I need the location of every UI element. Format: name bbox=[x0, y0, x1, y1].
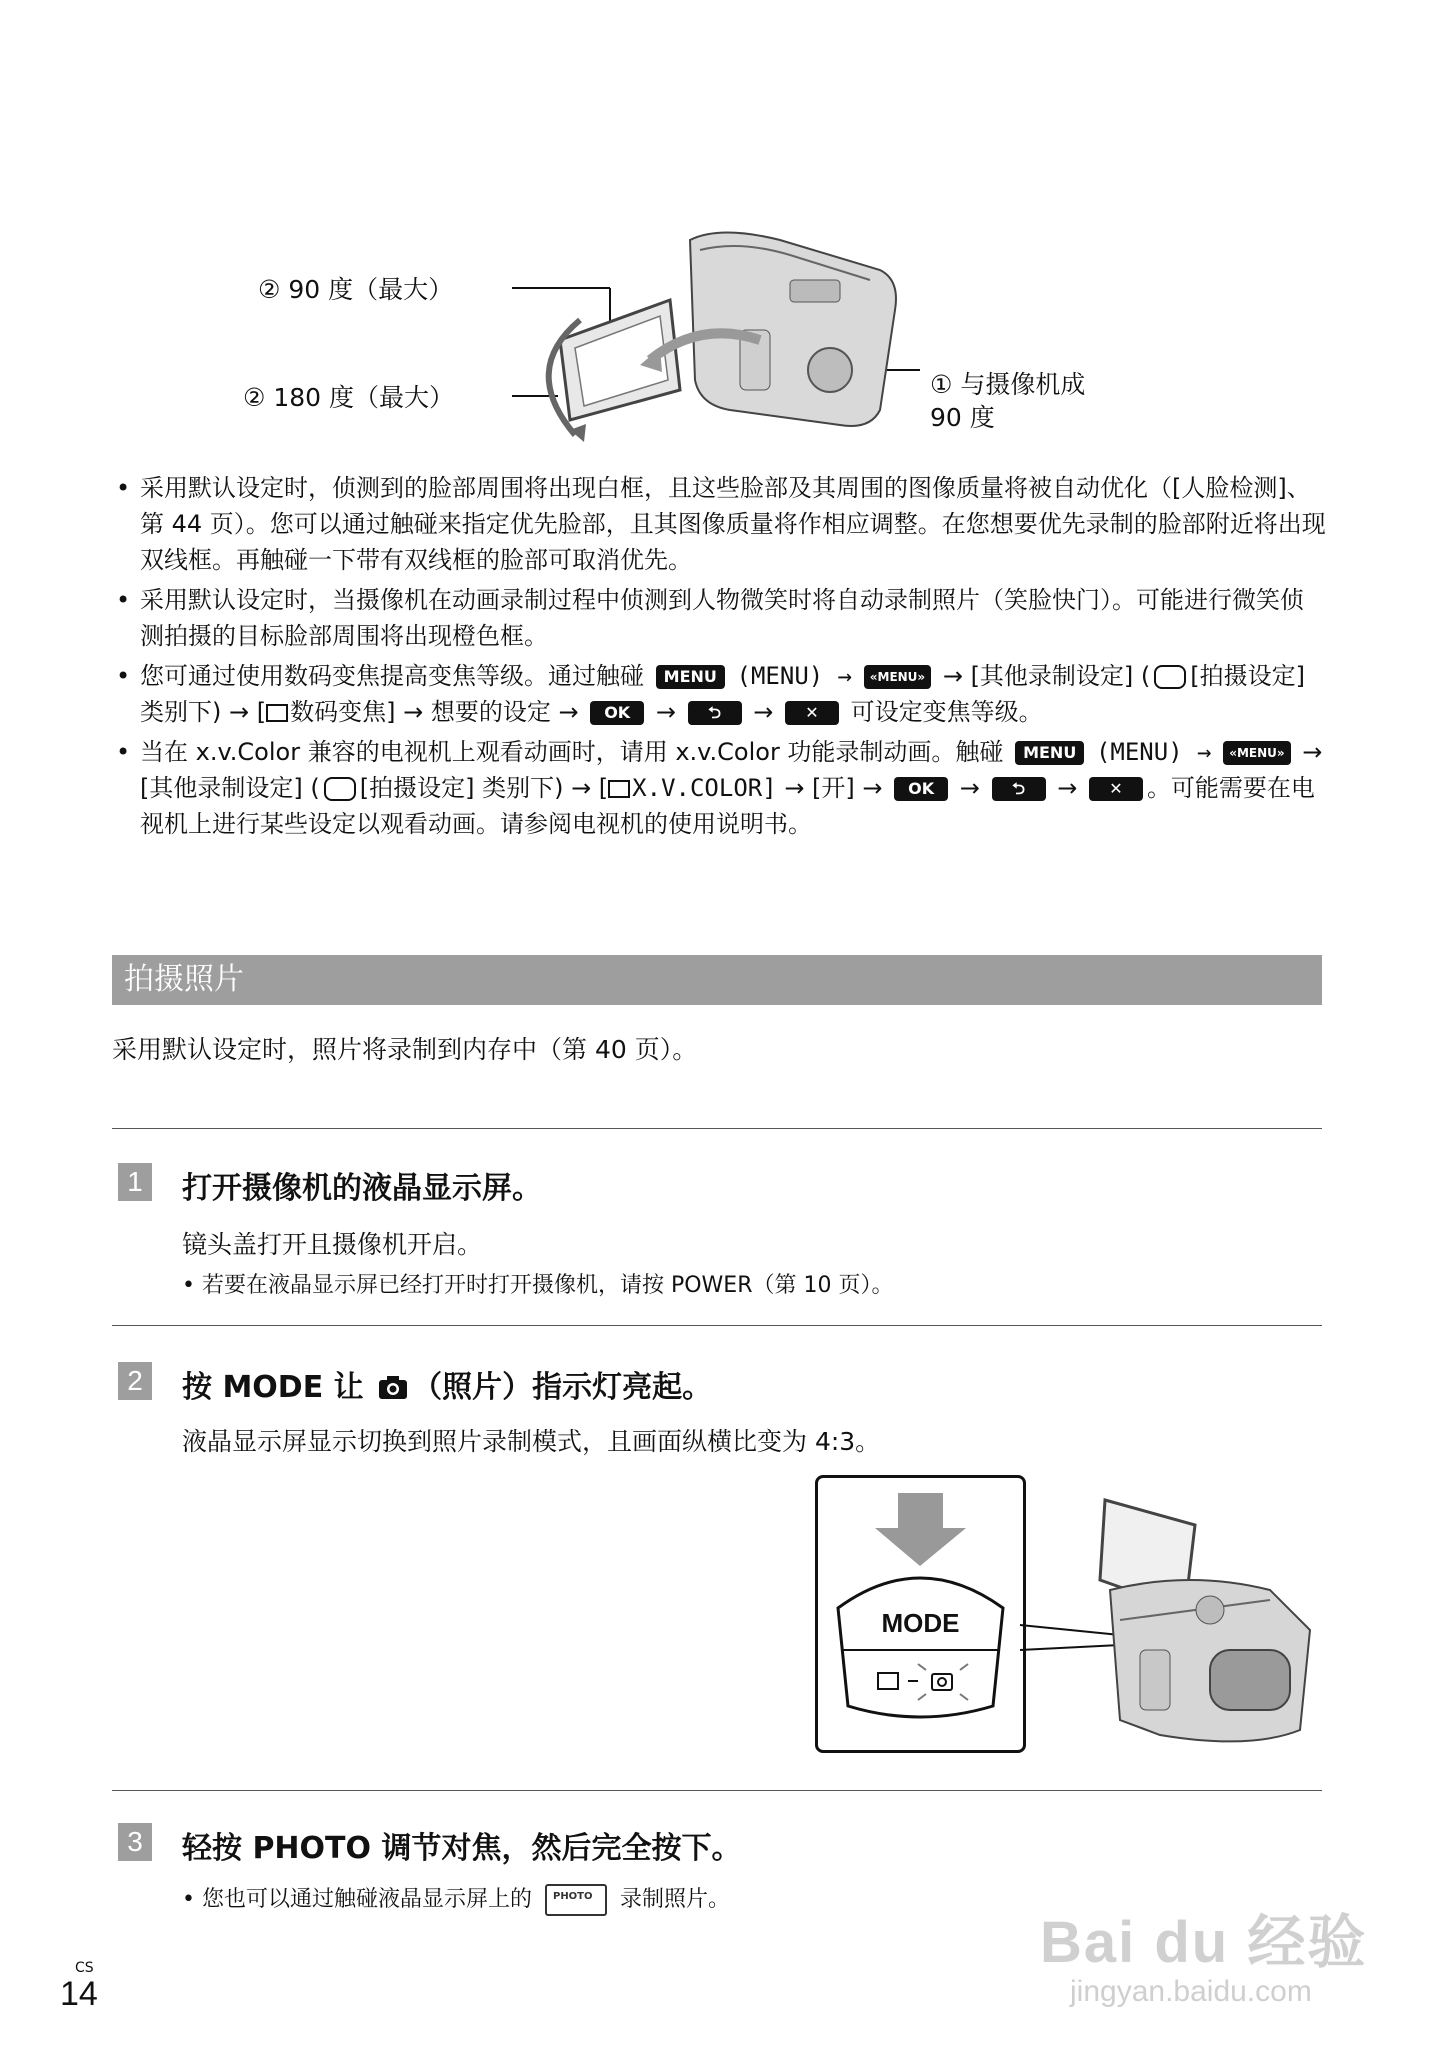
mode-button-panel bbox=[815, 1475, 1026, 1753]
note-smile-shutter: • 采用默认设定时，当摄像机在动画录制过程中侦测到人物微笑时将自动录制照片（笑脸快门）。可能进行微笑侦测拍摄的目标脸部周围将出现橙色框。 bbox=[112, 582, 1327, 654]
film-icon bbox=[266, 704, 288, 722]
note-zoom-text-3: → [其他录制设定] ( bbox=[942, 662, 1151, 690]
film-icon-2 bbox=[608, 780, 630, 798]
step-number-2: 2 bbox=[118, 1362, 152, 1400]
camera-icon bbox=[378, 1374, 408, 1400]
back-key-icon: ⮌ bbox=[688, 701, 742, 725]
photo-button-icon bbox=[545, 1884, 607, 1916]
mode-label: MODE bbox=[881, 1608, 960, 1638]
camera-mode-icon bbox=[1154, 665, 1186, 689]
note-digital-zoom bbox=[112, 658, 1327, 730]
note-xv-text-1: 当在 x.v.Color 兼容的电视机上观看动画时，请用 x.v.Color 功能录制动画。触碰 bbox=[140, 738, 1004, 766]
note-xv-text-7: 。可能需要在电视机上进行某些设定以观看动画。请参阅电视机的使用说明书。 bbox=[140, 774, 1315, 838]
photo-button-label: PHOTO bbox=[552, 1891, 593, 1902]
note-zoom-text-1: 您可通过使用数码变焦提高变焦等级。通过触碰 bbox=[140, 662, 644, 690]
section-title-take-photos: 拍摄照片 bbox=[112, 955, 1322, 1005]
menu-key-icon: MENU bbox=[656, 665, 725, 689]
watermark-url: jingyan.baidu.com bbox=[1070, 1975, 1312, 2008]
step-sub-1: • 若要在液晶显示屏已经打开时打开摄像机，请按 POWER（第 10 页）。 bbox=[182, 1273, 894, 1298]
step-title-2b: （照片）指示灯亮起。 bbox=[412, 1370, 713, 1405]
step-body-2: 液晶显示屏显示切换到照片录制模式，且画面纵横比变为 4:3。 bbox=[182, 1427, 881, 1456]
callout-90-with-camera-2: 90 度 bbox=[930, 403, 995, 432]
camera-mode-icon-2 bbox=[324, 777, 356, 801]
note-xv-text-5: X.V.COLOR] bbox=[632, 774, 777, 802]
note-zoom-text-5: 数码变焦] → 想要的设定 → bbox=[290, 698, 579, 726]
divider-3 bbox=[112, 1790, 1322, 1791]
callout-90-degrees: ② 90 度（最大） bbox=[258, 275, 454, 304]
back-key-icon-2: ⮌ bbox=[992, 777, 1046, 801]
step-title-1: 打开摄像机的液晶显示屏。 bbox=[182, 1171, 542, 1206]
step-number-3: 3 bbox=[118, 1823, 152, 1861]
section-intro: 采用默认设定时，照片将录制到内存中（第 40 页）。 bbox=[112, 1035, 698, 1064]
watermark-logo: Bai du 经验 bbox=[1040, 1910, 1368, 1975]
camcorder-lcd-rotation-illustration bbox=[500, 220, 920, 450]
step-sub-3b: 录制照片。 bbox=[619, 1887, 730, 1912]
note-zoom-text-2: (MENU) → bbox=[736, 662, 853, 690]
note-xv-text-4: [拍摄设定] 类别下) → [ bbox=[359, 774, 609, 802]
step-body-1: 镜头盖打开且摄像机开启。 bbox=[182, 1230, 483, 1259]
close-key-icon: ✕ bbox=[785, 701, 839, 725]
note-xv-text-6: → [开] → bbox=[784, 774, 883, 802]
step-title-2a: 按 MODE 让 bbox=[182, 1370, 364, 1405]
menu-icon-2: «MENU» bbox=[1223, 741, 1290, 765]
callout-180-degrees: ② 180 度（最大） bbox=[243, 383, 455, 412]
step-title-3: 轻按 PHOTO 调节对焦，然后完全按下。 bbox=[182, 1831, 742, 1866]
note-face-detection: • 采用默认设定时，侦测到的脸部周围将出现白框，且这些脸部及其周围的图像质量将被自动优化（[人脸检测]、第 44 页）。您可以通过触碰来指定优先脸部，且其图像质量将作相应调整。在您想要优先录制的脸部附近将出现双线框。再触碰一下带有双线框的脸部可取消优先。 bbox=[112, 470, 1327, 578]
notes-list bbox=[112, 470, 1327, 846]
note-xv-text-3: → [其他录制设定] ( bbox=[140, 738, 1323, 802]
callout-90-with-camera-1: ① 与摄像机成 bbox=[930, 370, 1086, 399]
divider-2 bbox=[112, 1325, 1322, 1326]
note-zoom-text-6: 可设定变焦等级。 bbox=[850, 698, 1043, 726]
language-code: CS bbox=[75, 1960, 94, 1976]
close-key-icon-2: ✕ bbox=[1089, 777, 1143, 801]
step-title-2 bbox=[182, 1362, 712, 1406]
step-sub-3a: • 您也可以通过触碰液晶显示屏上的 bbox=[182, 1887, 532, 1912]
arrow-2: → bbox=[753, 698, 774, 726]
note-zoom-text-4: [拍摄设定] 类别下) → [ bbox=[140, 662, 1306, 726]
step-sub-3 bbox=[182, 1882, 730, 1916]
menu-icon: «MENU» bbox=[864, 665, 931, 689]
note-xv-text-2: (MENU) → bbox=[1095, 738, 1212, 766]
arrow-3: → bbox=[959, 774, 980, 802]
menu-key-icon-2: MENU bbox=[1015, 741, 1084, 765]
page-number: 14 bbox=[60, 1975, 98, 2013]
divider-1 bbox=[112, 1128, 1322, 1129]
ok-key-icon-2: OK bbox=[894, 777, 948, 801]
arrow-4: → bbox=[1057, 774, 1078, 802]
camcorder-mode-illustration bbox=[1010, 1480, 1330, 1760]
arrow-1: → bbox=[655, 698, 676, 726]
step-number-1: 1 bbox=[118, 1163, 152, 1201]
ok-key-icon: OK bbox=[590, 701, 644, 725]
note-xv-color bbox=[112, 734, 1327, 842]
